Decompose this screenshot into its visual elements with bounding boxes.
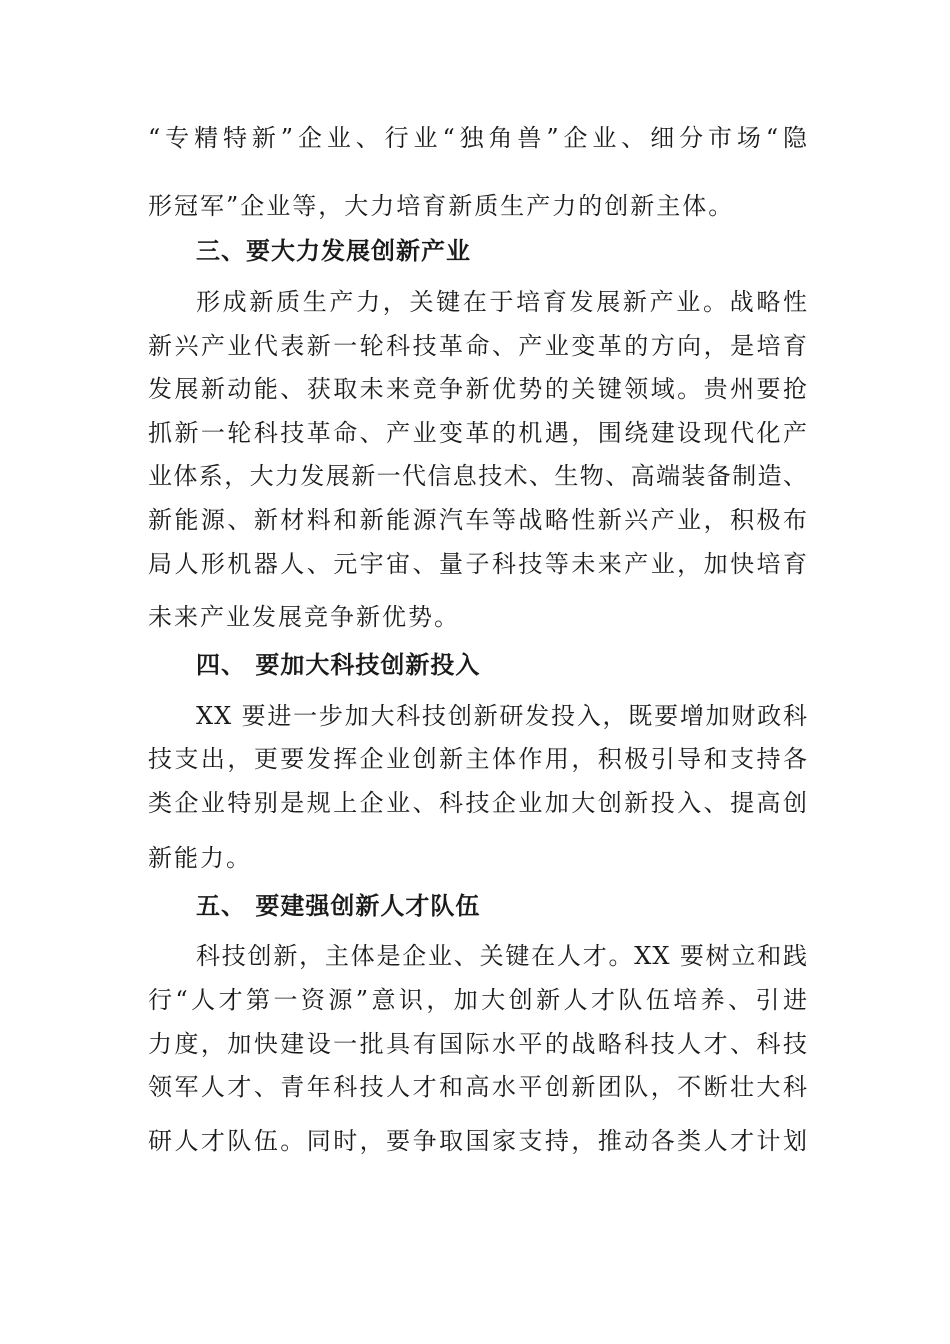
paragraph-line: 业体系，大力发展新一代信息技术、生物、高端装备制造、 <box>148 462 808 490</box>
paragraph-line: 新兴产业代表新一轮科技革命、产业变革的方向，是培育 <box>148 332 808 360</box>
paragraph-line: 发展新动能、获取未来竞争新优势的关键领域。贵州要抢 <box>148 375 808 403</box>
paragraph-line: “专精特新”企业、行业“独角兽”企业、细分市场“隐 <box>148 124 808 152</box>
section-heading-3: 三、要大力发展创新产业 <box>196 237 471 265</box>
paragraph-line: 形成新质生产力，关键在于培育发展新产业。战略性 <box>196 288 808 316</box>
paragraph-line: 技支出，更要发挥企业创新主体作用，积极引导和支持各 <box>148 745 808 773</box>
section-heading-4: 四、 要加大科技创新投入 <box>196 651 481 679</box>
paragraph-line: 行“人才第一资源”意识，加大创新人才队伍培养、引进 <box>148 986 808 1014</box>
paragraph-line: 抓新一轮科技革命、产业变革的机遇，围绕建设现代化产 <box>148 419 808 447</box>
paragraph-line: 研人才队伍。同时，要争取国家支持，推动各类人才计划 <box>148 1127 808 1155</box>
paragraph-line: 领军人才、青年科技人才和高水平创新团队，不断壮大科 <box>148 1073 808 1101</box>
paragraph-line: 未来产业发展竞争新优势。 <box>148 603 460 631</box>
paragraph-line: 新能力。 <box>148 844 252 872</box>
paragraph-line: 新能源、新材料和新能源汽车等战略性新兴产业，积极布 <box>148 506 808 534</box>
paragraph-line: 局人形机器人、元宇宙、量子科技等未来产业，加快培育 <box>148 550 808 578</box>
paragraph-line: 类企业特别是规上企业、科技企业加大创新投入、提高创 <box>148 789 808 817</box>
paragraph-line: 科技创新，主体是企业、关键在人才。XX 要树立和践 <box>196 942 808 970</box>
section-heading-5: 五、 要建强创新人才队伍 <box>196 892 481 920</box>
paragraph-line: XX 要进一步加大科技创新研发投入，既要增加财政科 <box>196 702 808 730</box>
paragraph-line: 力度，加快建设一批具有国际水平的战略科技人才、科技 <box>148 1030 808 1058</box>
paragraph-line: 形冠军”企业等，大力培育新质生产力的创新主体。 <box>148 192 735 220</box>
